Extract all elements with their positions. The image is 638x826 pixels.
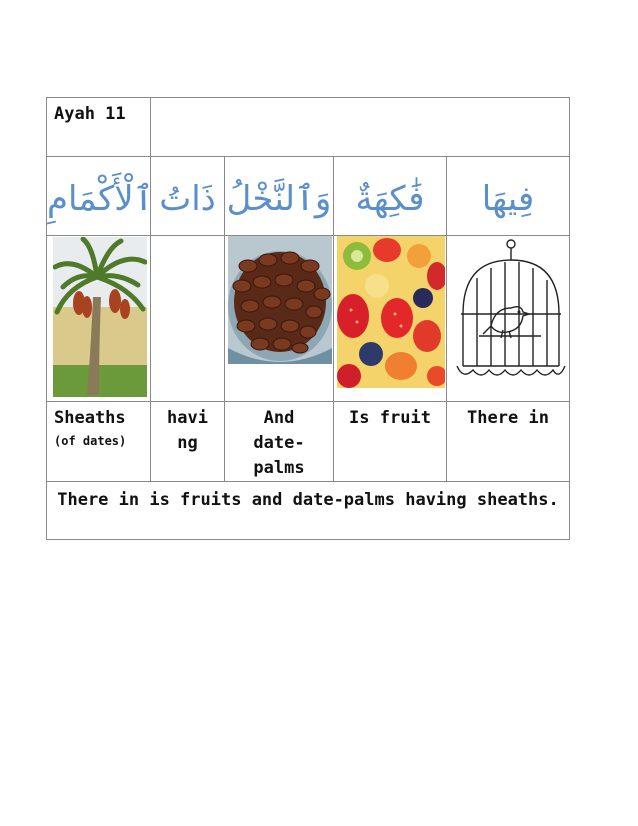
picture-cell-empty: [151, 236, 225, 402]
arabic-word: فِيهَا: [481, 179, 535, 219]
meaning-row: [47, 402, 570, 482]
arabic-word: ٱلْأَكْمَامِ: [47, 179, 154, 219]
meaning-cell: [225, 402, 334, 482]
ayah-title: Ayah 11: [47, 98, 151, 157]
picture-cell: [447, 236, 570, 402]
title-row: [47, 98, 570, 157]
arabic-word: وَٱلنَّخْلُ: [226, 179, 332, 219]
fruit-salad-image: [337, 236, 445, 388]
arabic-word-cell: [447, 157, 570, 236]
date-palm-image: [53, 237, 147, 397]
arabic-word-cell: [225, 157, 334, 236]
meaning-cell: [447, 402, 570, 482]
vocabulary-table: [46, 97, 570, 540]
meaning-text: And date- palms: [253, 408, 305, 478]
meaning-text: Is fruit: [349, 408, 431, 428]
meaning-cell: [151, 402, 225, 482]
arabic-word: ذَاتُ: [159, 179, 216, 219]
meaning-cell: [47, 402, 151, 482]
picture-cell: [334, 236, 447, 402]
summary-row: [47, 482, 570, 540]
arabic-word: فَٰكِهَةٌ: [355, 179, 425, 219]
summary-translation: There in is fruits and date-palms having sheaths.: [47, 482, 570, 540]
picture-cell: [225, 236, 334, 402]
picture-cell: [47, 236, 151, 402]
arabic-row: [47, 157, 570, 236]
meaning-text: Sheaths: [54, 408, 126, 428]
meaning-text: havi ng: [167, 408, 208, 453]
arabic-word-cell: [151, 157, 225, 236]
bird-cage-image: [449, 238, 567, 388]
meaning-text: There in: [467, 408, 549, 428]
title-empty-cell: [151, 98, 570, 157]
meaning-note: (of dates): [54, 434, 127, 448]
arabic-word-cell: [334, 157, 447, 236]
meaning-cell: [334, 402, 447, 482]
picture-row: [47, 236, 570, 402]
arabic-word-cell: [47, 157, 154, 236]
dates-bowl-image: [228, 236, 332, 364]
